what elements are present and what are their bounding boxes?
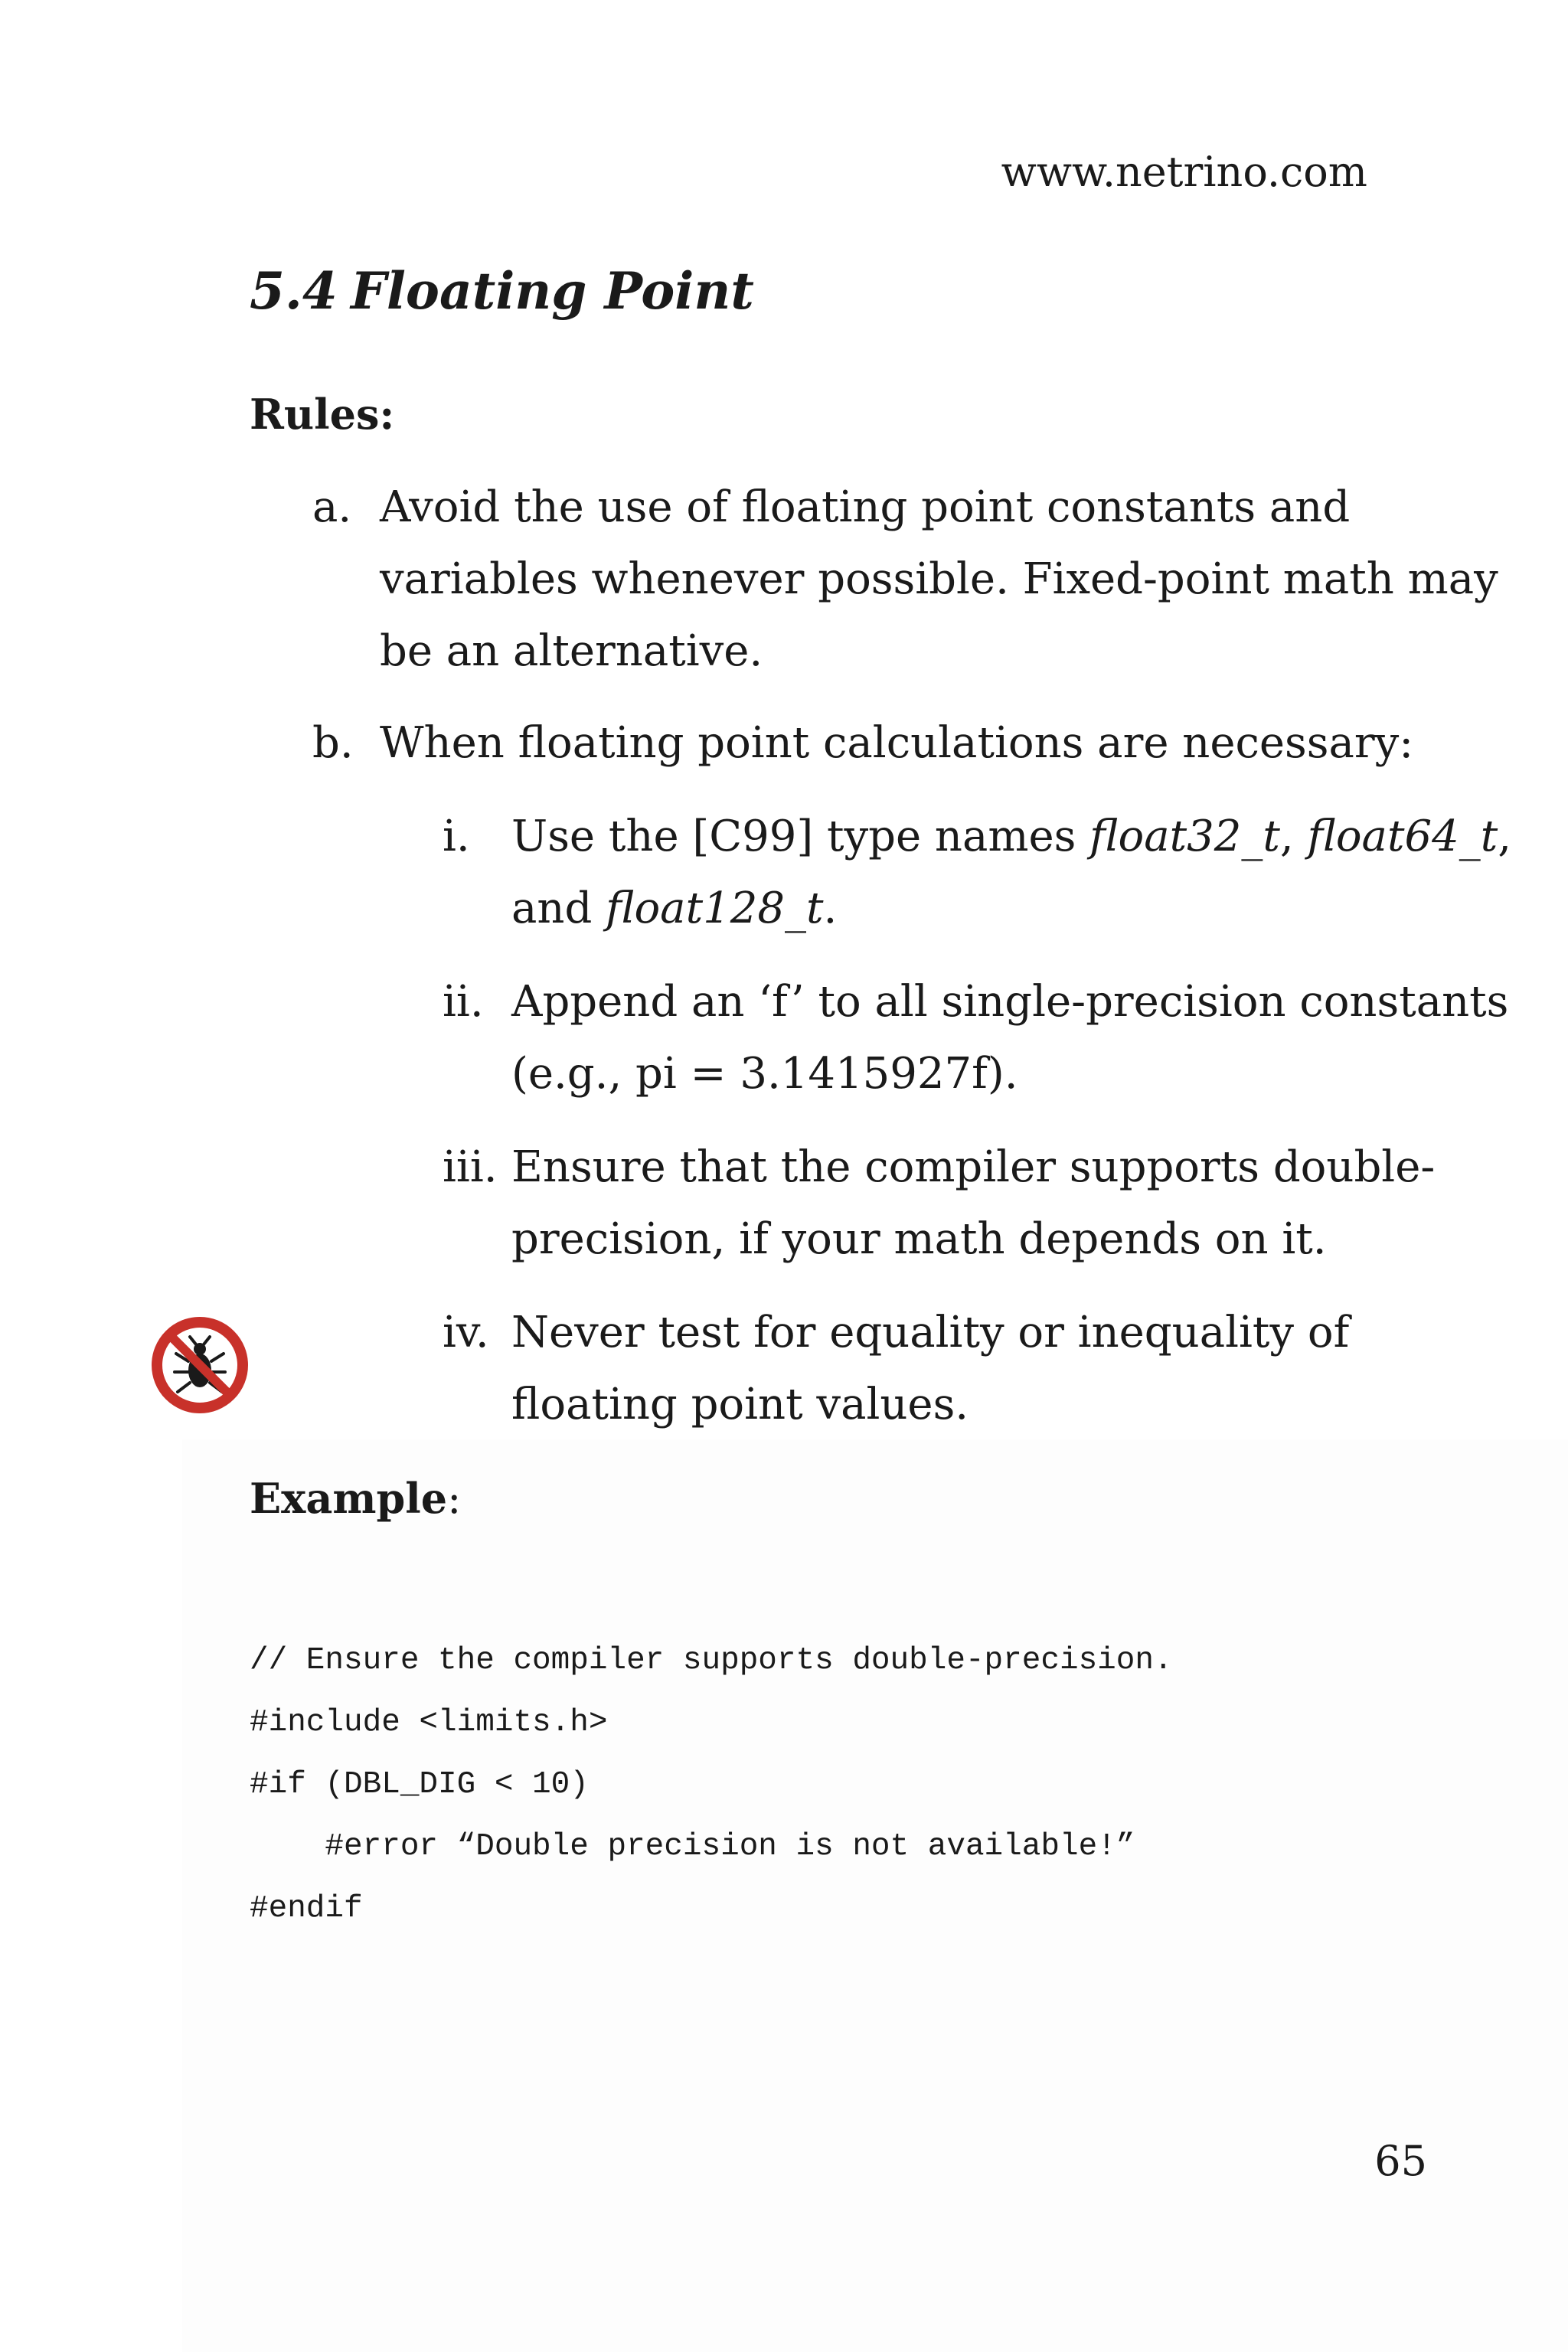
rule-b-line: When floating point calculations are necessary: (380, 718, 1414, 768)
rule-b-iv-text (511, 1297, 1349, 1441)
example-heading-label: Example (250, 1474, 448, 1523)
rule-a-line: variables whenever possible. Fixed-point math may (380, 554, 1498, 604)
rule-a-marker: a. (312, 482, 352, 532)
header-url: www.netrino.com (1001, 148, 1367, 196)
rule-b-ii-text (511, 966, 1508, 1110)
example-heading (250, 1472, 461, 1526)
rule-b-iii-line: precision, if your math depends on it. (511, 1214, 1327, 1264)
rules-heading: Rules: (250, 390, 395, 439)
rule-a-text (380, 472, 1498, 688)
rule-b-iv-line: floating point values. (511, 1380, 969, 1429)
section-title-text: Floating Point (351, 261, 754, 321)
text-run: , (1279, 812, 1308, 861)
rule-b-iii-marker: iii. (443, 1142, 498, 1192)
code-block (250, 1568, 1173, 1940)
code-line: #if (DBL_DIG < 10) (250, 1767, 589, 1802)
rule-b-i (443, 801, 1511, 945)
rule-b-ii-line: Append an ‘f’ to all single-precision constants (511, 977, 1509, 1027)
rule-b-i-text (511, 801, 1511, 945)
example-heading-colon: : (447, 1475, 462, 1523)
text-run: and (511, 884, 606, 933)
type-name-float32: float32_t (1089, 812, 1280, 861)
section-title (250, 256, 754, 325)
section-number: 5.4 (250, 261, 338, 321)
type-name-float128: float128_t (606, 884, 824, 933)
code-line: #error “Double precision is not available!” (250, 1829, 1135, 1864)
rule-b-iv (443, 1297, 1349, 1441)
code-line: // Ensure the compiler supports double-precision. (250, 1643, 1173, 1678)
type-name-float64: float64_t (1307, 812, 1498, 861)
rule-a-line: Avoid the use of floating point constants and (380, 482, 1351, 532)
rule-a-line: be an alternative. (380, 626, 763, 676)
rule-b-i-line-2 (511, 873, 1511, 945)
rule-b-iv-line: Never test for equality or inequality of (511, 1308, 1350, 1357)
rule-b-i-line-1 (511, 801, 1511, 873)
rule-b-ii-line: (e.g., pi = 3.1415927f). (511, 1049, 1018, 1099)
no-bugs-icon (149, 1314, 251, 1416)
page-number: 65 (1374, 2137, 1427, 2185)
rule-b-i-marker: i. (443, 812, 470, 861)
rule-a (312, 472, 1498, 688)
rule-b-ii (443, 966, 1508, 1110)
text-run: , (1498, 812, 1512, 861)
text-run: . (823, 884, 838, 933)
rule-b-marker: b. (312, 718, 354, 768)
code-line: #include <limits.h> (250, 1705, 608, 1740)
rule-b-iii-text (511, 1132, 1435, 1276)
rule-b-ii-marker: ii. (443, 977, 484, 1027)
rule-b-text (380, 707, 1413, 779)
code-line: #endif (250, 1891, 363, 1926)
rule-b-iii-line: Ensure that the compiler supports double- (511, 1142, 1436, 1192)
text-run: Use the [C99] type names (511, 812, 1090, 861)
rule-b-iv-marker: iv. (443, 1308, 489, 1357)
rule-b (312, 707, 1413, 779)
rule-b-iii (443, 1132, 1435, 1276)
